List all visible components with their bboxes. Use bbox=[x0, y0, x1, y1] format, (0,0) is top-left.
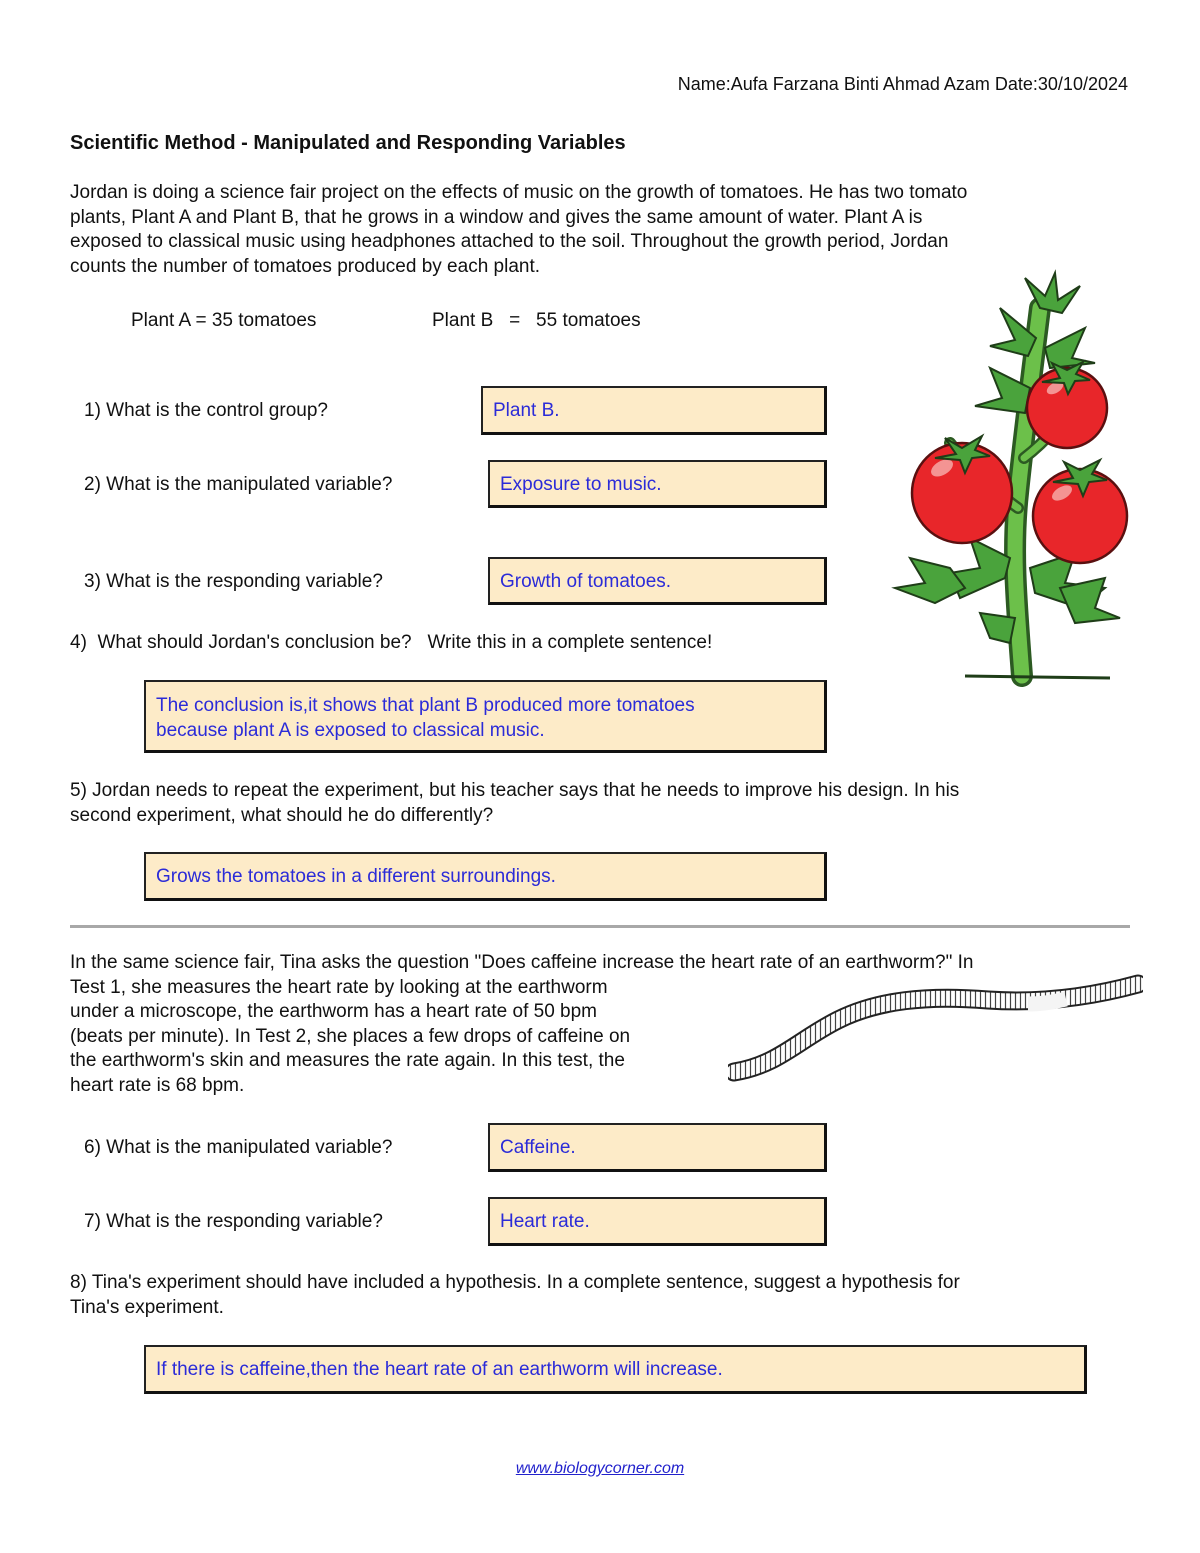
footer bbox=[0, 1460, 1200, 1478]
question-7: 7) What is the responding variable? bbox=[84, 1211, 383, 1232]
question-8-line: 8) Tina's experiment should have included a hypothesis. In a complete sentence, suggest a hypothesis for bbox=[70, 1272, 960, 1293]
intro-paragraph bbox=[70, 181, 967, 279]
tina-line: heart rate is 68 bpm. bbox=[70, 1074, 245, 1096]
tina-line: the earthworm's skin and measures the rate again. In this test, the bbox=[70, 1050, 625, 1072]
answer-box-4[interactable] bbox=[144, 680, 827, 753]
answer-4-line: because plant A is exposed to classical music. bbox=[156, 720, 545, 741]
question-5-line: 5) Jordan needs to repeat the experiment, but his teacher says that he needs to improve his design. In his bbox=[70, 780, 960, 801]
question-5 bbox=[70, 779, 959, 828]
tina-line: Test 1, she measures the heart rate by looking at the earthworm bbox=[70, 976, 608, 998]
answer-box-7[interactable]: Heart rate. bbox=[488, 1197, 827, 1246]
question-5-line: second experiment, what should he do differently? bbox=[70, 804, 494, 826]
intro-line: counts the number of tomatoes produced by each plant. bbox=[70, 255, 541, 277]
question-8 bbox=[70, 1271, 960, 1320]
intro-line: plants, Plant A and Plant B, that he grows in a window and gives the same amount of water. Plant A is bbox=[70, 206, 923, 228]
answer-box-2[interactable]: Exposure to music. bbox=[488, 460, 827, 508]
tomato-plant-icon bbox=[890, 268, 1135, 688]
question-3: 3) What is the responding variable? bbox=[84, 571, 383, 592]
tina-line: (beats per minute). In Test 2, she places a few drops of caffeine on bbox=[70, 1025, 631, 1047]
answer-box-6[interactable]: Caffeine. bbox=[488, 1123, 827, 1172]
answer-box-3[interactable]: Growth of tomatoes. bbox=[488, 557, 827, 605]
intro-line: exposed to classical music using headphones attached to the soil. Throughout the growth period, Jordan bbox=[70, 231, 949, 253]
answer-box-8[interactable]: If there is caffeine,then the heart rate of an earthworm will increase. bbox=[144, 1345, 1087, 1394]
question-1: 1) What is the control group? bbox=[84, 400, 328, 421]
question-8-line: Tina's experiment. bbox=[70, 1296, 224, 1318]
question-2: 2) What is the manipulated variable? bbox=[84, 474, 393, 495]
question-4: 4) What should Jordan's conclusion be? Write this in a complete sentence! bbox=[70, 632, 713, 653]
answer-4-line: The conclusion is,it shows that plant B produced more tomatoes bbox=[156, 695, 695, 716]
section-divider bbox=[70, 925, 1130, 928]
answer-box-5[interactable]: Grows the tomatoes in a different surroundings. bbox=[144, 852, 827, 901]
tina-line: In the same science fair, Tina asks the question "Does caffeine increase the heart rate of an earthworm?" In bbox=[70, 952, 974, 973]
page-title: Scientific Method - Manipulated and Responding Variables bbox=[70, 132, 626, 154]
footer-link[interactable]: www.biologycorner.com bbox=[515, 1460, 685, 1477]
question-6: 6) What is the manipulated variable? bbox=[84, 1137, 393, 1158]
tina-line: under a microscope, the earthworm has a heart rate of 50 bpm bbox=[70, 1001, 597, 1023]
intro-line: Jordan is doing a science fair project on the effects of music on the growth of tomatoes. He has two tomato bbox=[70, 182, 968, 203]
name-date-line: Name:Aufa Farzana Binti Ahmad Azam Date:30/10/2024 bbox=[677, 74, 1128, 94]
plant-b-result: Plant B = 55 tomatoes bbox=[432, 310, 641, 331]
answer-box-1[interactable]: Plant B. bbox=[481, 386, 827, 435]
earthworm-icon bbox=[728, 970, 1143, 1082]
plant-a-result: Plant A = 35 tomatoes bbox=[131, 310, 317, 331]
